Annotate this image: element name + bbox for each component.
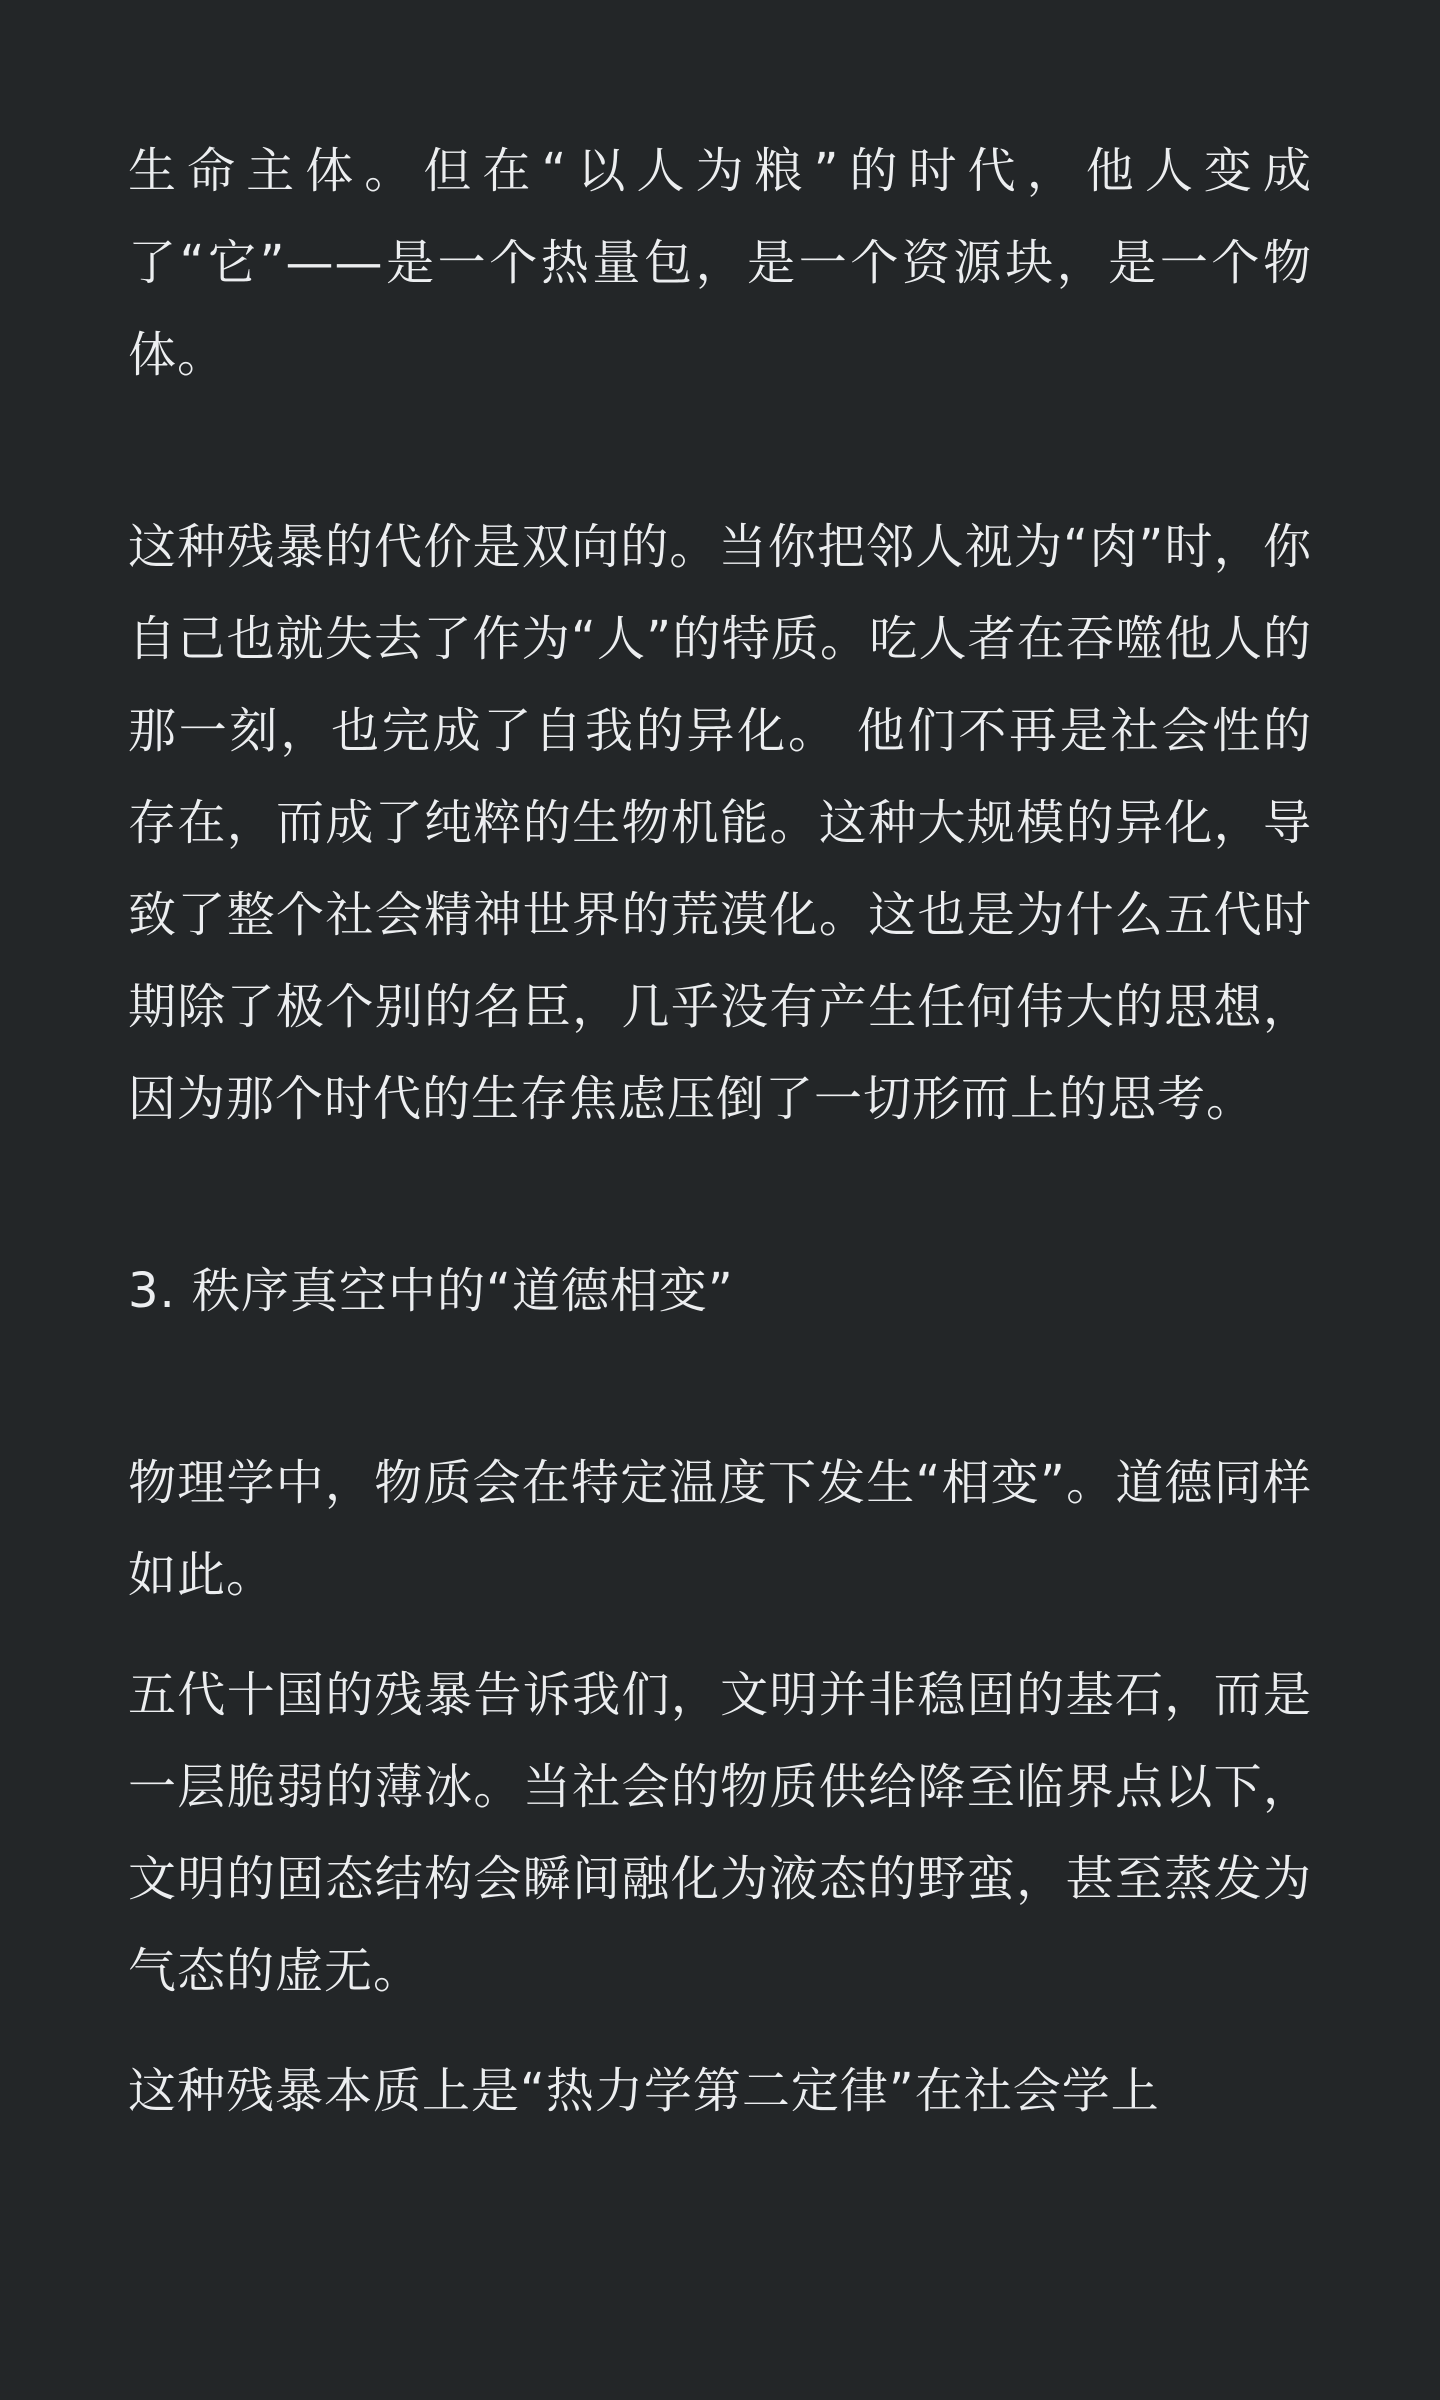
section-heading: 3. 秩序真空中的“道德相变” — [128, 1263, 734, 1319]
article-body — [128, 125, 1312, 2137]
paragraph-phase-change: 物理学中，物质会在特定温度下发生“相变”。道德同样如此。 — [128, 1455, 1312, 1603]
paragraph-objectification: 生命主体。但在“以人为粮”的时代，他人变成了“它”——是一个热量包，是一个资源块，是一个物体。 — [128, 143, 1312, 383]
paragraph-thermodynamics: 这种残暴本质上是“热力学第二定律”在社会学上 — [128, 2063, 1160, 2119]
paragraph-thin-ice: 五代十国的残暴告诉我们，文明并非稳固的基石，而是一层脆弱的薄冰。当社会的物质供给降至临界点以下，文明的固态结构会瞬间融化为液态的野蛮，甚至蒸发为气态的虚无。 — [128, 1667, 1312, 1999]
paragraph-cost-of-cruelty: 这种残暴的代价是双向的。当你把邻人视为“肉”时，你自己也就失去了作为“人”的特质。吃人者在吞噬他人的那一刻，也完成了自我的异化。 他们不再是社会性的存在，而成了纯粹的生物机能。这种大规模的异化，导致了整个社会精神世界的荒漠化。这也是为什么五代时期除了极个别的名臣，几乎没有产生任何伟大的思想，因为那个时代的生存焦虑压倒了一切形而上的思考。 — [128, 519, 1312, 1127]
